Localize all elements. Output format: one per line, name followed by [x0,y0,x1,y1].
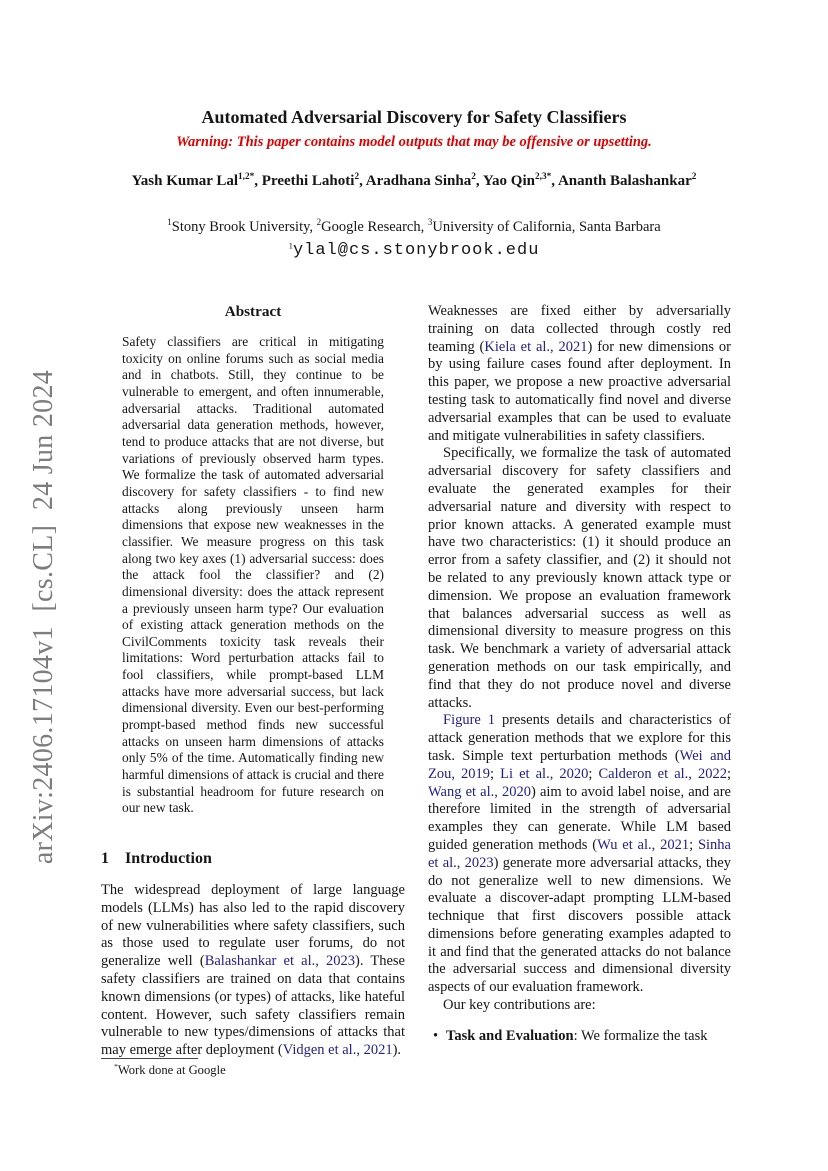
superscript: 2 [691,172,697,182]
text-run: : We formalize the task [573,1027,708,1044]
section-number: 1 [101,850,109,868]
bullet-marker-icon: • [433,1027,439,1044]
superscript: 2 [316,217,322,228]
text-run: presents details and characteristics of attack generation methods that we explore for this task. Simple text perturbation methods ( [428,712,731,764]
citation-link[interactable]: Kiela et al., 2021 [484,338,588,355]
footnote-rule [101,1058,198,1059]
superscript: * [114,1061,118,1071]
footnote [101,1063,405,1079]
section-title: Introduction [125,850,212,868]
superscript: 3 [427,217,433,228]
text-run: The widespread deployment of large language models (LLMs) has also led to the rapid discovery of new vulnerabilities where safety classifiers, such as those used to regulate user forums, do not generalize well ( [101,882,405,970]
author-line [0,172,828,191]
text-run: Yao Qin [482,173,535,189]
text-run: Work done at Google [117,1063,226,1077]
text-run: Preethi Lahoti [261,173,355,189]
paragraph [428,445,731,712]
arxiv-watermark: arXiv:2406.17104v1 [cs.CL] 24 Jun 2024 [28,369,59,865]
introduction-right-text [428,303,731,1015]
text-run: Aradhana Sinha [365,173,472,189]
text-run: Google Research, [321,219,428,235]
citation-link[interactable]: Figure 1 [443,712,496,729]
text-run: ). These safety classifiers are trained on data that contains known dimensions (or types) of attacks, like hateful content. However, such safety classifiers remain vulnerable to new types/dimensions of attacks that may emerge after deployment ( [101,953,405,1059]
text-run: ; [490,765,501,782]
text-run: ; [726,765,731,782]
citation-link[interactable]: Wei and Zou, 2019 [428,747,732,782]
superscript: 1,2* [238,172,255,182]
text-run: Stony Brook University, [171,219,317,235]
right-column [428,303,731,1046]
text-run: , [475,173,483,189]
paragraph [428,712,731,997]
superscript: 1 [288,240,293,251]
paragraph [428,303,731,445]
footnote-block [101,1058,405,1079]
text-run: ; [689,836,698,853]
citation-link[interactable]: Balashankar et al., 2023 [204,953,356,970]
paragraph [428,997,731,1015]
abstract-heading: Abstract [224,303,282,320]
citation-link[interactable]: Vidgen et al., 2021 [282,1042,393,1059]
superscript: 2 [471,172,476,182]
paper-header [0,106,828,261]
content-warning: Warning: This paper contains model outputs that may be offensive or upsetting. [176,134,652,150]
citation-link[interactable]: Wang et al., 2020 [428,783,532,800]
citation-link[interactable]: Wu et al., 2021 [597,836,690,853]
text-run: University of California, Santa Barbara [432,219,661,235]
text-run: , [551,173,558,189]
text-run: Weaknesses are fixed either by adversarially training on data collected through costly red teaming ( [428,303,731,355]
text-run: Ananth Balashankar [557,173,692,189]
paper-title: Automated Adversarial Discovery for Safety Classifiers [201,107,627,127]
text-run: , [254,173,262,189]
left-column [101,303,405,1060]
citation-link[interactable]: Sinha et al., 2023 [428,836,731,871]
affiliation-line [0,218,828,237]
text-run: ). [392,1042,402,1059]
text-run: ) generate more adversarial attacks, they do not generalize well to new dimensions. We evaluate a discover-adapt prompting LLM-based technique that first discovers possible attack dimensions before generating examples adapted to it and find that the generated attacks do not balance the adversarial success and dimensional diversity aspects of our evaluation framework. [428,854,731,996]
text-run: Specifically, we formalize the task of automated adversarial discovery for safety classifiers and evaluate the generated examples for their adversarial nature and diversity with respect to prior known attacks. A generated example must have two characteristics: (1) it should produce an error from a safety classifier, and (2) it should not be related to any previously known attack type or dimension. We propose an evaluation framework that balances adversarial success as well as dimensional diversity to measure progress on this task. We benchmark a variety of adversarial attack generation methods on our task empirically, and find that they do not produce novel and diverse attacks. [428,445,731,711]
introduction-left-text [101,882,405,1060]
text-run: ylal@cs.stonybrook.edu [292,241,540,260]
text-run: , [359,173,366,189]
citation-link[interactable]: Calderon et al., 2022 [598,765,727,782]
email-line [0,241,828,261]
contribution-list [428,1028,731,1046]
text-run: ) for new dimensions or by using failure cases found after deployment. In this paper, we propose a new proactive adversarial testing task to automatically find novel and diverse adversarial examples that can be used to evaluate and mitigate vulnerabilities in safety classifiers. [428,338,731,444]
superscript: 2 [354,172,360,182]
section-heading-introduction [101,850,405,868]
contribution-bullet [428,1028,731,1046]
abstract-body: Safety classifiers are critical in mitigating toxicity on online forums such as social media and in chatbots. Still, they continue to be vulnerable to emergent, and often innumerable, adversarial attacks. Traditional automated adversarial data generation methods, however, tend to produce attacks that are not diverse, but variations of previously observed harm types. We formalize the task of automated adversarial discovery for safety classifiers - to find new attacks along previously unseen harm dimensions that expose new weaknesses in the classifier. We measure progress on this task along two key axes (1) adversarial success: does the attack fool the classifier? and (2) dimensional diversity: does the attack represent a previously unseen harm type? Our evaluation of existing attack generation methods on the CivilComments toxicity task reveals their limitations: Word perturbation attacks fail to fool classifiers, while prompt-based LLM attacks have more adversarial success, but lack dimensional diversity. Even our best-performing prompt-based method finds new successful attacks on unseen harm dimensions of attacks only 5% of the time. Automatically finding new harmful dimensions of attack is crucial and there is substantial headroom for future research on our new task. [122,334,384,816]
text-run: ; [588,765,599,782]
text-run: Our key contributions are: [443,997,596,1014]
text-run: Yash Kumar Lal [131,173,239,189]
text-run: ) aim to avoid label noise, and are therefore limited in the strength of adversarial examples they can generate. While LM based guided generation methods ( [428,783,731,853]
superscript: 2,3* [534,172,552,182]
paragraph [101,882,405,1060]
citation-link[interactable]: Li et al., 2020 [500,765,589,782]
superscript: 1 [167,217,172,228]
text-run: Task and Evaluation [446,1027,574,1044]
